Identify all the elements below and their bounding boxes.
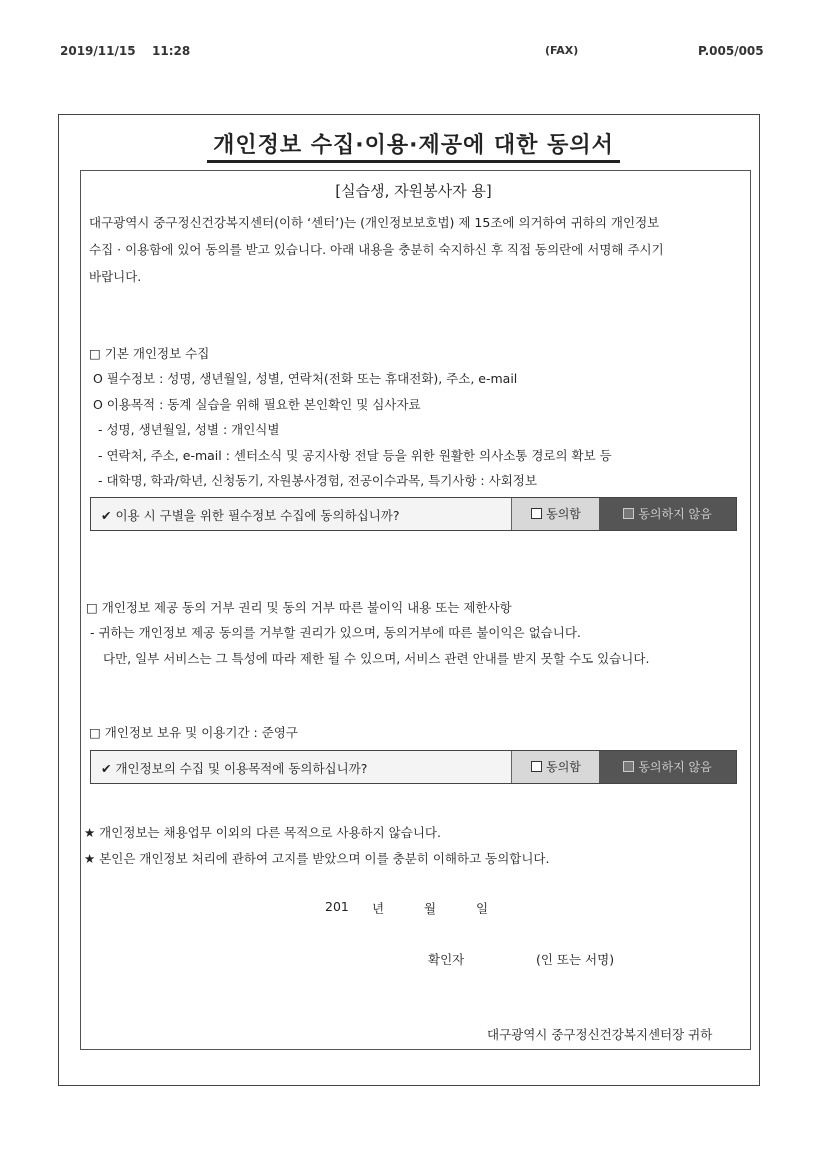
section2-heading: □ 개인정보 제공 동의 거부 권리 및 동의 거부 따른 불이익 내용 또는 제한사항 [86,600,512,615]
consent-bar-purpose [90,750,737,784]
consent-bar-required [90,497,737,531]
disagree-checkbox-required[interactable] [599,498,736,530]
date-year: 201 [325,899,349,914]
checkbox-icon [623,761,634,772]
note-consent: ★ 본인은 개인정보 처리에 관하여 고지를 받았으며 이를 충분히 이해하고 동의합니다. [84,851,550,866]
fax-header [0,44,827,64]
signature-field[interactable]: (인 또는 서명) [536,952,615,967]
section2-line-1: - 귀하는 개인정보 제공 동의를 거부할 권리가 있으며, 동의거부에 따른 불이익은 없습니다. [90,625,581,640]
intro-line-1: 대구광역시 중구정신건강복지센터(이하 ‘센터’)는 (개인정보보호법) 제 15조에 의거하여 귀하의 개인정보 [89,215,660,230]
section1-item-contact: - 연락처, 주소, e-mail : 센터소식 및 공지사항 전달 등을 위한 원활한 의사소통 경로의 확보 등 [98,448,612,463]
consent-question-required: ✔ 이용 시 구별을 위한 필수정보 수집에 동의하십니까? [101,508,400,523]
date-month-unit: 월 [424,901,437,916]
section1-item-social: - 대학명, 학과/학년, 신청동기, 자원봉사경험, 전공이수과목, 특기사항 : 사회정보 [98,473,537,488]
intro-line-3: 바랍니다. [89,269,142,284]
intro-line-2: 수집 · 이용함에 있어 동의를 받고 있습니다. 아래 내용을 충분히 숙지하신 후 직접 동의란에 서명해 주시기 [89,242,664,257]
confirm-label: 확인자 [428,952,465,967]
section2-line-2: 다만, 일부 서비스는 그 특성에 따라 제한 될 수 있으며, 서비스 관련 안내를 받지 못할 수도 있습니다. [103,651,650,666]
fax-date: 2019/11/15 [60,44,136,58]
form-title: 개인정보 수집·이용·제공에 대한 동의서 [0,128,827,159]
addressee: 대구광역시 중구정신건강복지센터장 귀하 [487,1027,713,1042]
agree-checkbox-purpose[interactable] [511,751,600,783]
disagree-label: 동의하지 않음 [638,507,712,521]
fax-time: 11:28 [152,44,191,58]
agree-label: 동의함 [546,760,581,774]
fax-label: (FAX) [545,44,579,57]
date-day-unit: 일 [476,901,489,916]
checkbox-icon [623,508,634,519]
date-year-unit: 년 [372,901,385,916]
agree-checkbox-required[interactable] [511,498,600,530]
form-subtitle: [실습생, 자원봉사자 용] [335,182,492,200]
disagree-checkbox-purpose[interactable] [599,751,736,783]
consent-question-purpose: ✔ 개인정보의 수집 및 이용목적에 동의하십니까? [101,761,368,776]
disagree-label: 동의하지 않음 [638,760,712,774]
agree-label: 동의함 [546,507,581,521]
section1-item-required: O 필수정보 : 성명, 생년월일, 성별, 연락처(전화 또는 휴대전화), 주소, e-mail [93,371,518,386]
section1-item-identity: - 성명, 생년월일, 성별 : 개인식별 [98,422,280,437]
note-usage: ★ 개인정보는 채용업무 이외의 다른 목적으로 사용하지 않습니다. [84,825,441,840]
section1-item-purpose: O 이용목적 : 동계 실습을 위해 필요한 본인확인 및 심사자료 [93,397,421,412]
checkbox-icon [531,761,542,772]
fax-page-number: P.005/005 [698,44,764,58]
section1-heading: □ 기본 개인정보 수집 [89,346,210,361]
section3-heading: □ 개인정보 보유 및 이용기간 : 준영구 [89,725,298,740]
checkbox-icon [531,508,542,519]
